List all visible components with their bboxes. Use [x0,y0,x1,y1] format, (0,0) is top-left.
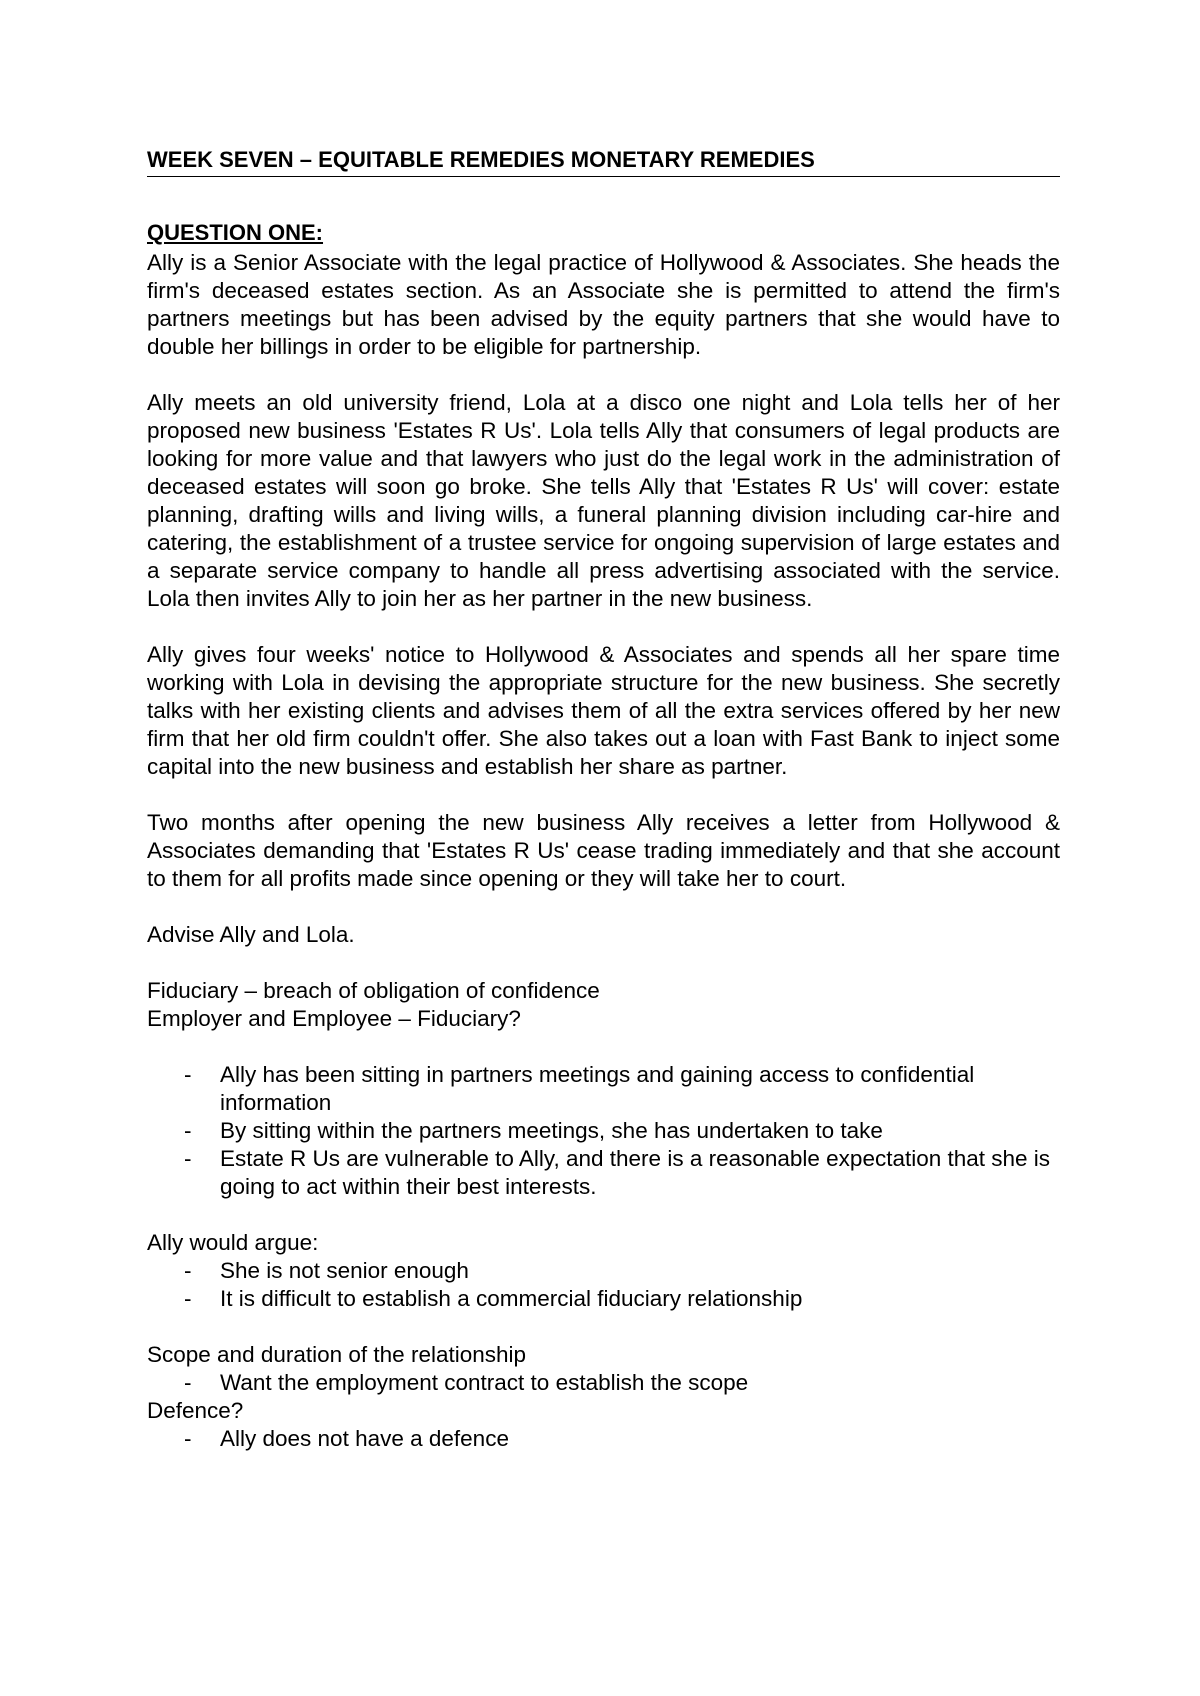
paragraph-2: Ally meets an old university friend, Lola at a disco one night and Lola tells her of her proposed new business 'Estates R Us'. Lola tells Ally that consumers of legal products are looking for more value and that lawyers who just do the legal work in the administration of deceased estates will soon go broke. She tells Ally that 'Estates R Us' will cover: estate planning, drafting wills and living wills, a funeral planning division including car-hire and catering, the establishment of a trustee service for ongoing supervision of large estates and a separate service company to handle all press advertising associated with the service. Lola then invites Ally to join her as her partner in the new business. [147,390,1060,611]
fiduciary-line: Fiduciary – breach of obligation of confidence [147,978,600,1003]
paragraph-4: Two months after opening the new business Ally receives a letter from Hollywood & Associates demanding that 'Estates R Us' cease trading immediately and that she account to them for all profits made since opening or they will take her to court. [147,810,1060,891]
argue-heading: Ally would argue: [147,1230,319,1255]
paragraph-1: Ally is a Senior Associate with the legal practice of Hollywood & Associates. She heads the firm's deceased estates section. As an Associate she is permitted to attend the firm's partners meetings but has been advised by the equity partners that she would have to double her billings in order to be eligible for partnership. [147,250,1060,359]
list-item: - Ally does not have a defence [147,1425,1060,1453]
list-item: - Want the employment contract to establish the scope [147,1369,1060,1397]
question-heading: QUESTION ONE: [147,220,324,245]
defence-points-list [147,1425,1060,1453]
list-item: - She is not senior enough [147,1257,1060,1285]
advise-line: Advise Ally and Lola. [147,922,355,947]
defence-heading: Defence? [147,1398,244,1423]
list-item: - By sitting within the partners meetings, she has undertaken to take [147,1117,1060,1145]
list-item: - It is difficult to establish a commercial fiduciary relationship [147,1285,1060,1313]
list-item: - Estate R Us are vulnerable to Ally, and there is a reasonable expectation that she is going to act within their best interests. [147,1145,1060,1201]
document-page [147,146,1060,1453]
paragraph-3: Ally gives four weeks' notice to Hollywood & Associates and spends all her spare time working with Lola in devising the appropriate structure for the new business. She secretly talks with her existing clients and advises them of all the extra services offered by her new firm that her old firm couldn't offer. She also takes out a loan with Fast Bank to inject some capital into the new business and establish her share as partner. [147,642,1060,779]
document-title: WEEK SEVEN – EQUITABLE REMEDIES MONETARY REMEDIES [147,146,1060,177]
argue-points-list [147,1257,1060,1313]
list-item: - Ally has been sitting in partners meetings and gaining access to confidential information [147,1061,1060,1117]
fiduciary-points-list [147,1061,1060,1201]
scope-heading: Scope and duration of the relationship [147,1342,527,1367]
scope-points-list [147,1369,1060,1397]
employer-line: Employer and Employee – Fiduciary? [147,1006,521,1031]
